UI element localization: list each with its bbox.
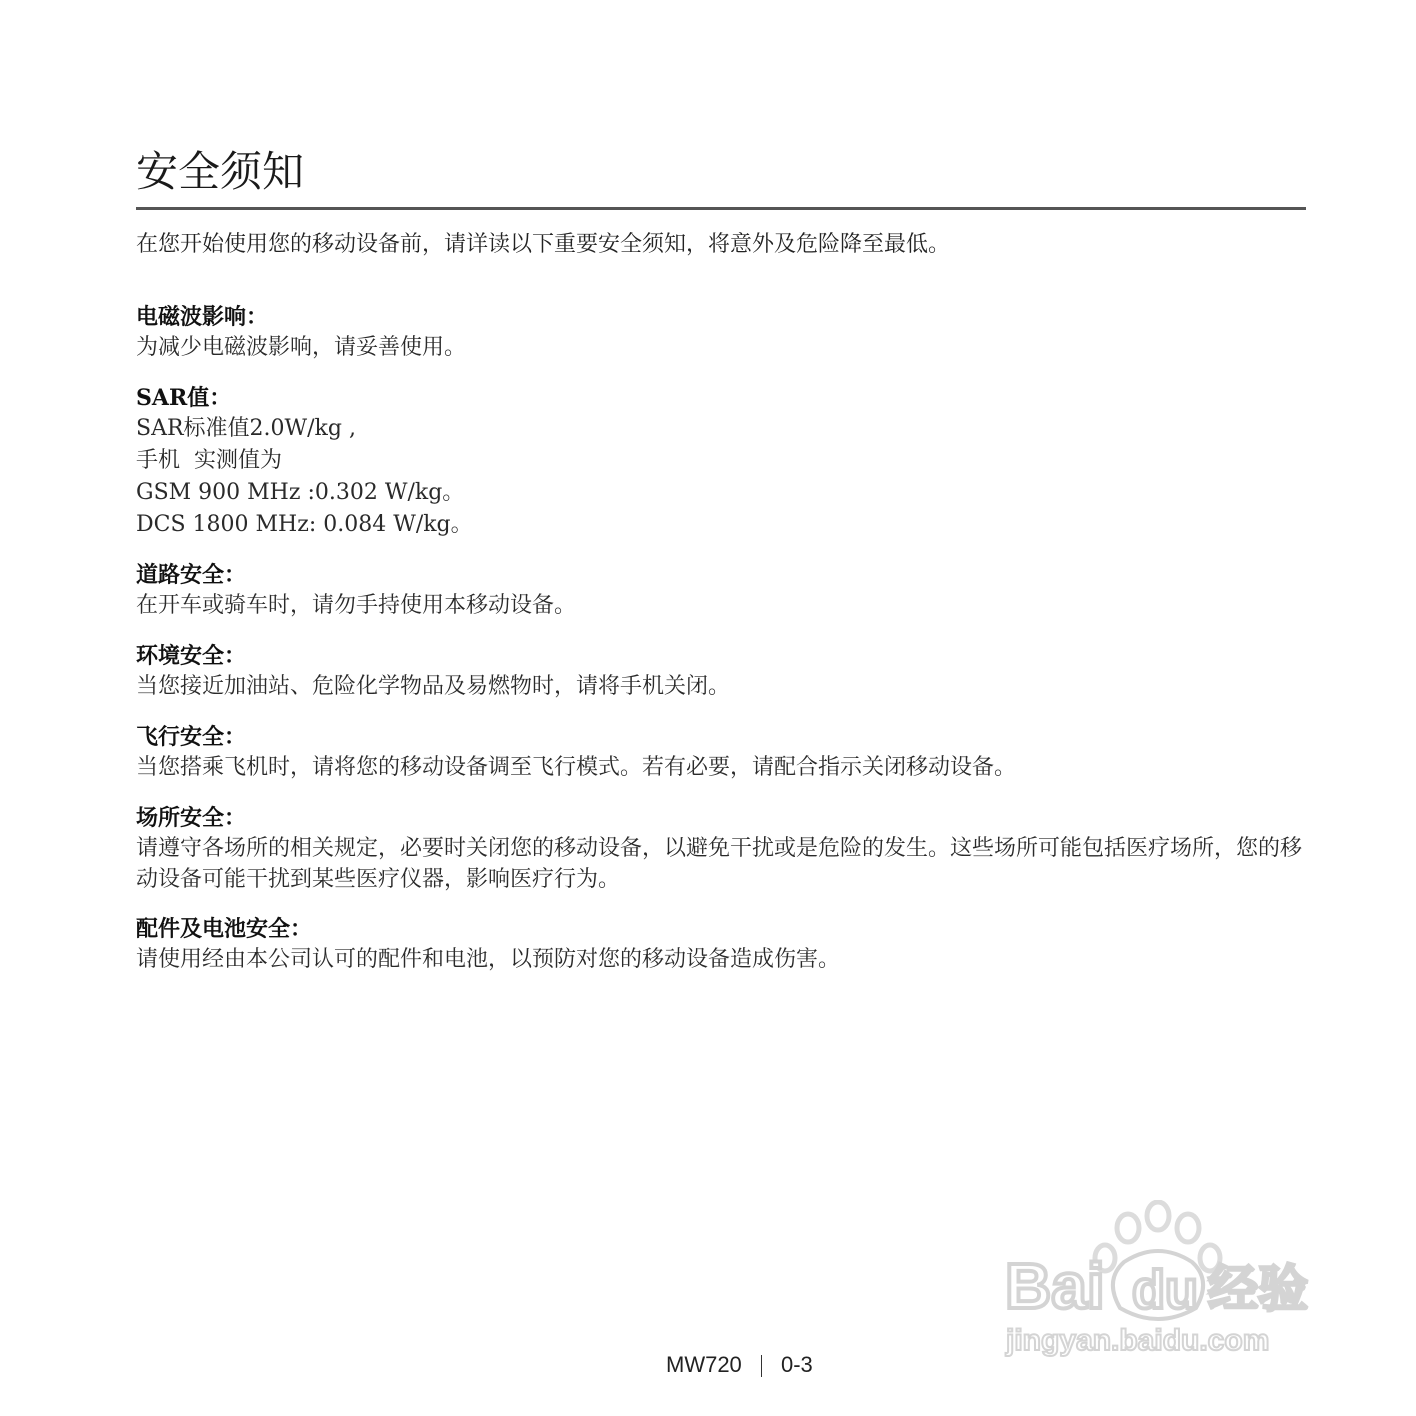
title-divider: [136, 207, 1306, 210]
footer-separator: [761, 1355, 762, 1377]
section-venue-safety: [136, 803, 1311, 895]
page-title: 安全须知: [136, 147, 305, 196]
section-road-safety: [136, 560, 1311, 622]
baidu-jingyan-watermark: [1000, 1200, 1335, 1365]
section-heading: 电磁波影响：: [136, 304, 269, 330]
section-heading: 配件及电池安全：: [136, 916, 313, 942]
section-text: 在开车或骑车时，请勿手持使用本移动设备。: [136, 593, 577, 618]
section-emf: [136, 302, 1311, 364]
section-text: 当您搭乘飞机时，请将您的移动设备调至飞行模式。若有必要，请配合指示关闭移动设备。: [136, 755, 1017, 780]
safety-sections: [136, 302, 1311, 995]
section-text: 请遵守各场所的相关规定，必要时关闭您的移动设备，以避免干扰或是危险的发生。这些场所可能包括医疗场所，您的移动设备可能干扰到某些医疗仪器，影响医疗行为。: [136, 836, 1303, 892]
svg-text:Bai: Bai: [1005, 1250, 1105, 1322]
footer-model: MW720: [666, 1352, 742, 1377]
section-text: 为减少电磁波影响，请妥善使用。: [136, 335, 467, 360]
page-number: 0-3: [781, 1352, 813, 1377]
section-accessory-battery-safety: [136, 914, 1311, 976]
section-heading: 飞行安全：: [136, 724, 247, 750]
section-text: 当您接近加油站、危险化学物品及易燃物时，请将手机关闭。: [136, 674, 731, 699]
section-text: SAR标准值2.0W/kg ,: [136, 416, 356, 441]
section-heading: SAR值：: [136, 385, 232, 411]
section-text: 手机 实测值为: [136, 448, 282, 473]
svg-text:jingyan.baidu.com: jingyan.baidu.com: [1006, 1324, 1270, 1357]
section-sar: [136, 383, 1311, 541]
section-text: 请使用经由本公司认可的配件和电池，以预防对您的移动设备造成伤害。: [136, 947, 841, 972]
intro-paragraph: 在您开始使用您的移动设备前，请详读以下重要安全须知，将意外及危险降至最低。: [136, 232, 951, 257]
section-flight-safety: [136, 722, 1311, 784]
section-heading: 场所安全：: [136, 805, 247, 831]
section-text: GSM 900 MHz :0.302 W/kg。: [136, 480, 465, 505]
section-environment-safety: [136, 641, 1311, 703]
svg-text:经验: 经验: [1208, 1260, 1308, 1318]
section-heading: 环境安全：: [136, 643, 247, 669]
svg-text:du: du: [1132, 1260, 1198, 1320]
section-heading: 道路安全：: [136, 562, 247, 588]
section-text: DCS 1800 MHz: 0.084 W/kg。: [136, 512, 473, 537]
